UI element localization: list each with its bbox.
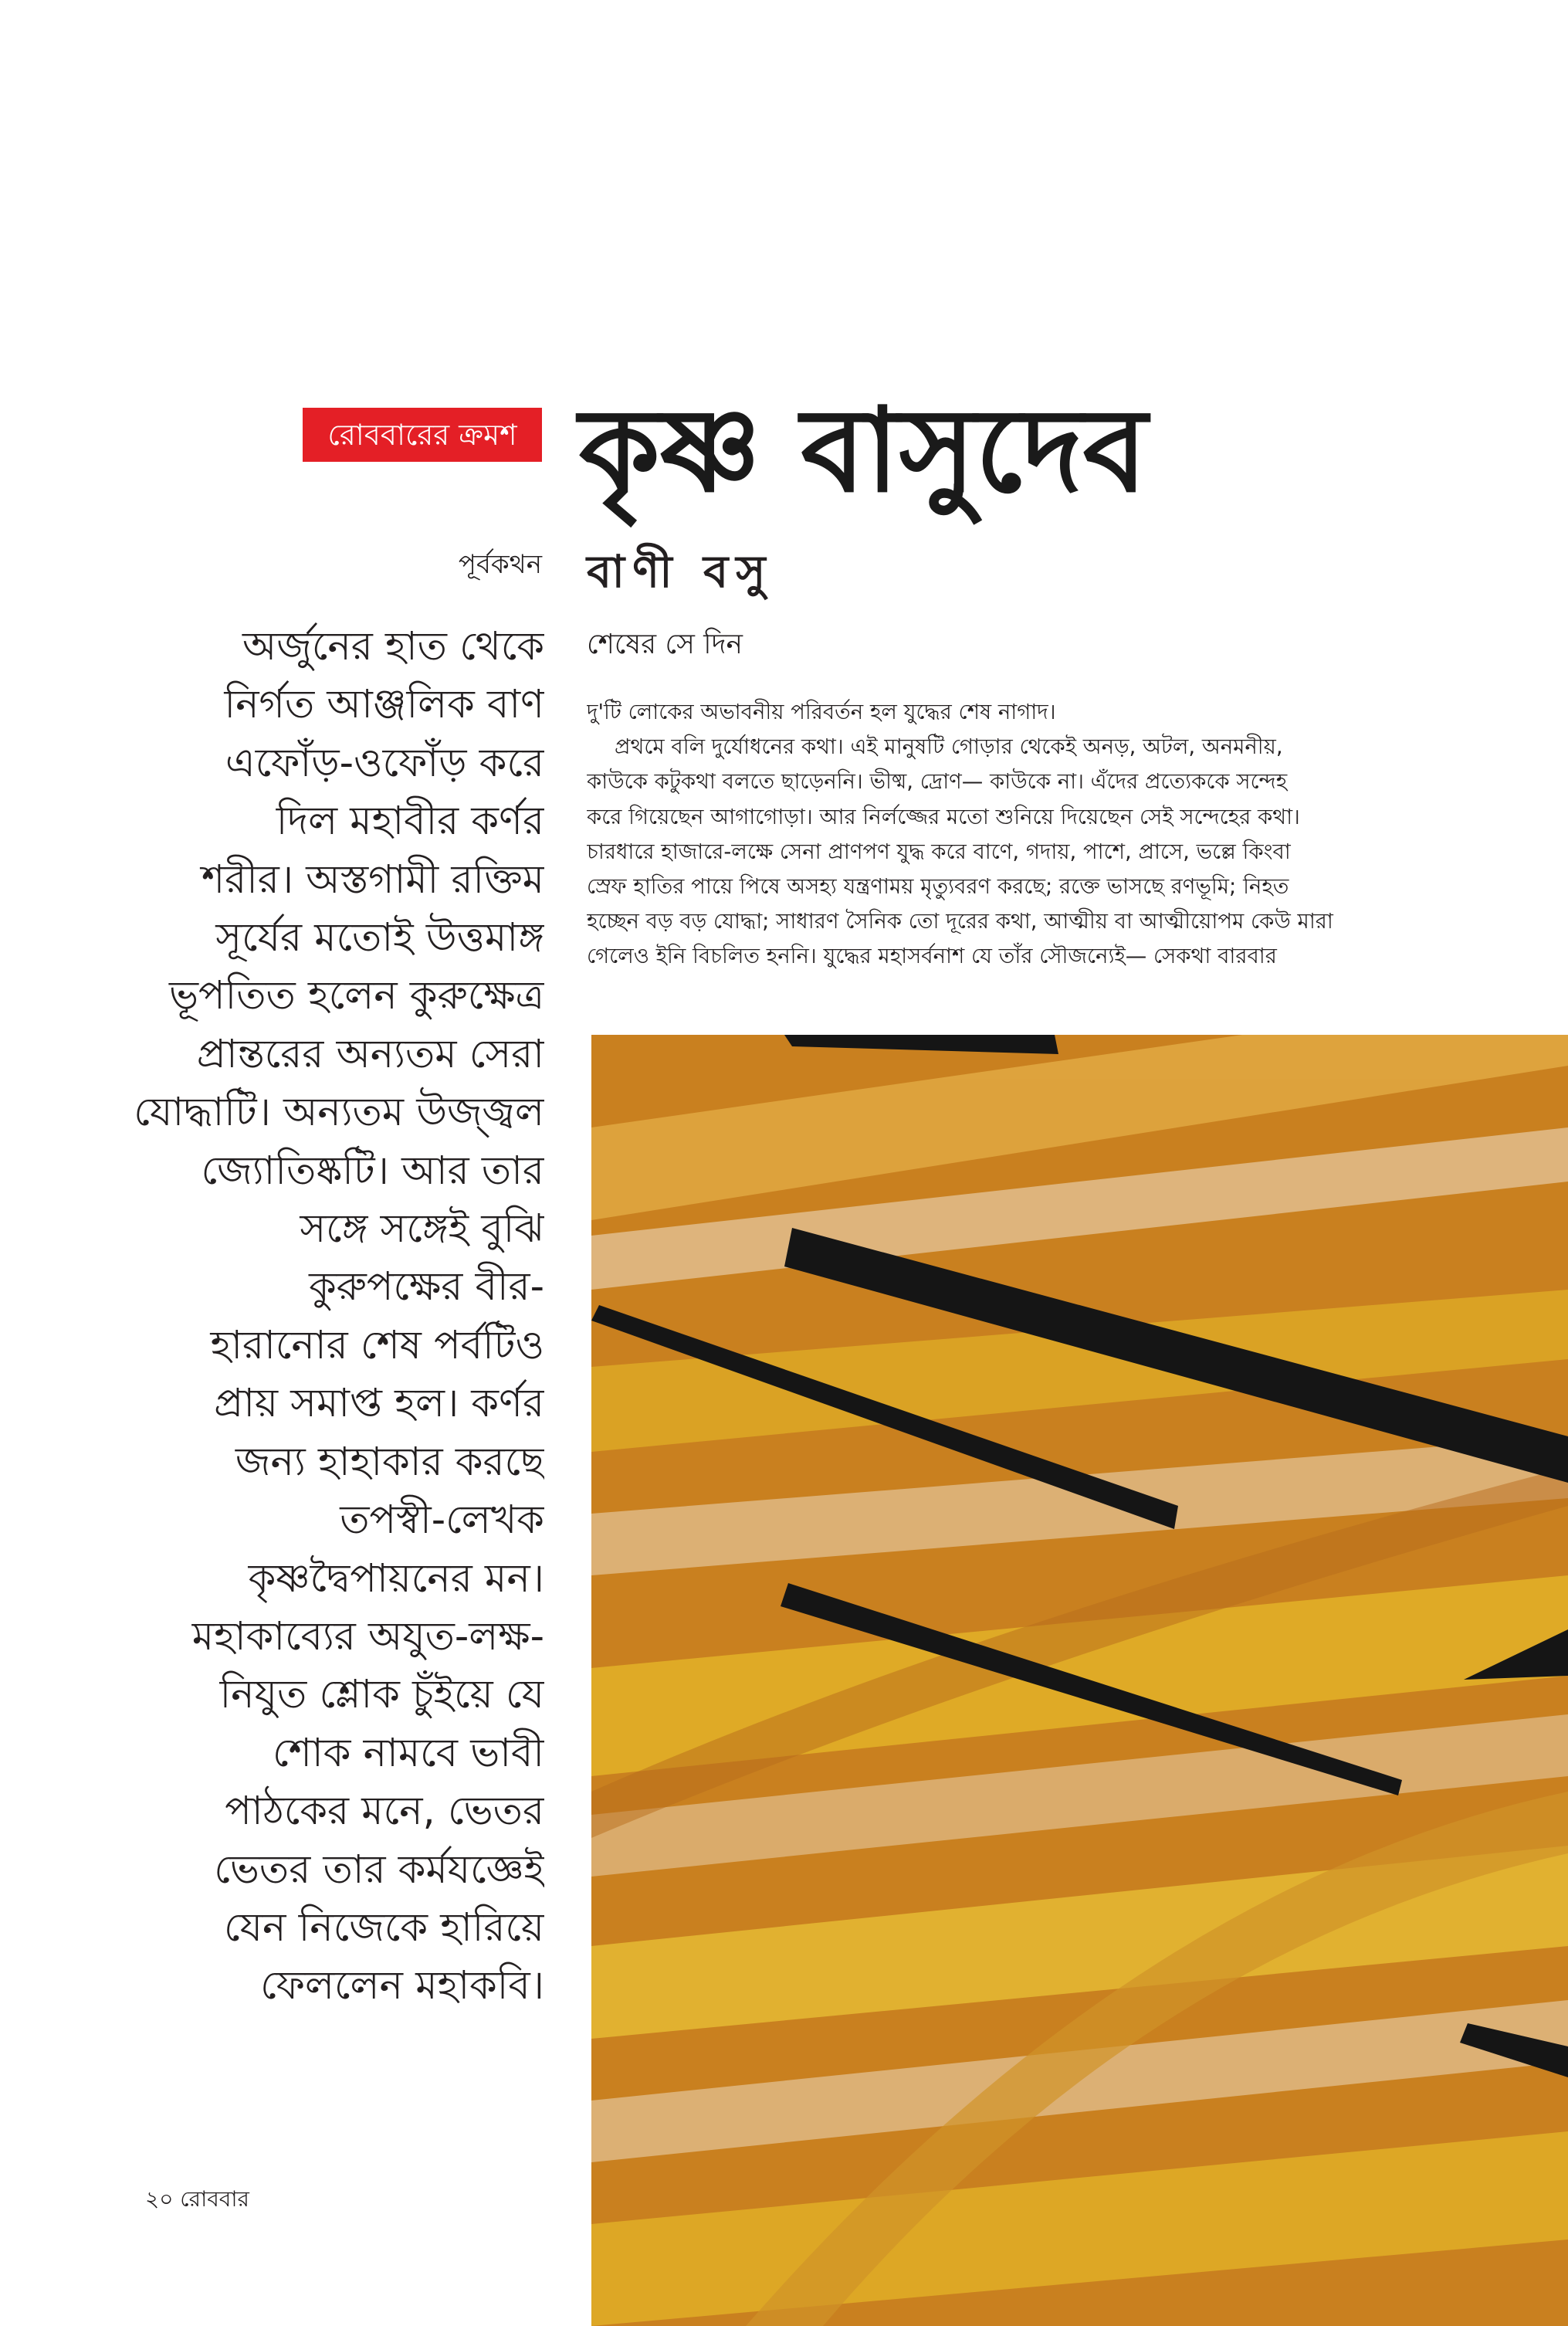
- section-title: শেষের সে দিন: [587, 629, 743, 660]
- body-line: স্রেফ হাতির পায়ে পিষে অসহ্য যন্ত্রণাময় মৃত্যুবরণ করছে; রক্তে ভাসছে রণভূমি; নিহত: [587, 874, 1289, 900]
- pull-quote-line: কুরুপক্ষের বীর-: [309, 1264, 544, 1310]
- page-folio: ২০ রোববার: [145, 2186, 249, 2212]
- pull-quote-line: পাঠকের মনে, ভেতর: [225, 1789, 544, 1835]
- pull-quote-line: নিযুত শ্লোক চুঁইয়ে যে: [219, 1672, 544, 1718]
- pull-quote-line: ফেললেন মহাকবি।: [260, 1963, 544, 2008]
- pull-quote-line: মহাকাব্যের অযুত-লক্ষ-: [191, 1613, 544, 1660]
- pull-quote-line: এফোঁড়-ওফোঁড় করে: [225, 740, 544, 786]
- author-name: বাণী বসু: [587, 545, 774, 598]
- pull-quote-line: জন্য হাহাকার করছে: [235, 1439, 544, 1485]
- pull-quote-line: দিল মহাবীর কর্ণর: [276, 799, 544, 845]
- series-tag: রোববারের ক্রমশ: [303, 408, 542, 462]
- pull-quote-line: তপস্বী-লেখক: [340, 1497, 544, 1544]
- preface-label: পূর্বকথন: [458, 549, 542, 580]
- body-line: কাউকে কটুকথা বলতে ছাড়েননি। ভীষ্ম, দ্রোণ— কাউকে না। এঁদের প্রত্যেককে সন্দেহ: [587, 769, 1288, 795]
- abstract-painting: [591, 1035, 1568, 2326]
- pull-quote-line: প্রান্তরের অন্যতম সেরা: [196, 1031, 544, 1077]
- pull-quote-line: ভেতর তার কর্মযজ্ঞেই: [214, 1846, 544, 1893]
- pull-quote-line: প্রায় সমাপ্ত হল। কর্ণর: [214, 1381, 544, 1427]
- body-line: করে গিয়েছেন আগাগোড়া। আর নির্লজ্জের মতো শুনিয়ে দিয়েছেন সেই সন্দেহের কথা।: [587, 804, 1300, 829]
- pull-quote-line: সূর্যের মতোই উত্তমাঙ্গ: [215, 915, 544, 961]
- body-line: প্রথমে বলি দুর্যোধনের কথা। এই মানুষটি গোড়ার থেকেই অনড়, অটল, অনমনীয়,: [615, 734, 1283, 760]
- pull-quote-line: যোদ্ধাটি। অন্যতম উজ্জ্বল: [134, 1090, 544, 1136]
- pull-quote-line: অর্জুনের হাত থেকে: [242, 624, 544, 670]
- pull-quote-line: জ্যোতিষ্কটি। আর তার: [201, 1148, 544, 1194]
- pull-quote-line: শোক নামবে ভাবী: [273, 1730, 544, 1776]
- body-text: [587, 695, 1428, 981]
- body-line: চারধারে হাজারে-লক্ষে সেনা প্রাণপণ যুদ্ধ করে বাণে, গদায়, পাশে, প্রাসে, ভল্লে কিংবা: [587, 839, 1291, 864]
- pull-quote-line: যেন নিজেকে হারিয়ে: [223, 1904, 544, 1951]
- body-line: গেলেও ইনি বিচলিত হননি। যুদ্ধের মহাসর্বনাশ যে তাঁর সৌজন্যেই— সেকথা বারবার: [587, 944, 1277, 969]
- pull-quote-line: কৃষ্ণদ্বৈপায়নের মন।: [248, 1555, 544, 1602]
- body-line: দু'টি লোকের অভাবনীয় পরিবর্তন হল যুদ্ধের শেষ নাগাদ।: [587, 700, 1056, 724]
- pull-quote-line: ভূপতিত হলেন কুরুক্ষেত্র: [169, 973, 544, 1019]
- pull-quote-line: সঙ্গে সঙ্গেই বুঝি: [300, 1206, 544, 1253]
- pull-quote-line: নির্গত আঞ্জলিক বাণ: [224, 682, 544, 728]
- body-line: হচ্ছেন বড় বড় যোদ্ধা; সাধারণ সৈনিক তো দূরের কথা, আত্মীয় বা আত্মীয়োপম কেউ মারা: [587, 909, 1333, 934]
- pull-quote: [116, 618, 544, 2008]
- painting-svg: [591, 1035, 1568, 2326]
- pull-quote-line: হারানোর শেষ পর্বটিও: [210, 1322, 544, 1368]
- article-title: কৃষ্ণ বাসুদেব: [579, 382, 1148, 518]
- pull-quote-line: শরীর। অস্তগামী রক্তিম: [201, 856, 544, 903]
